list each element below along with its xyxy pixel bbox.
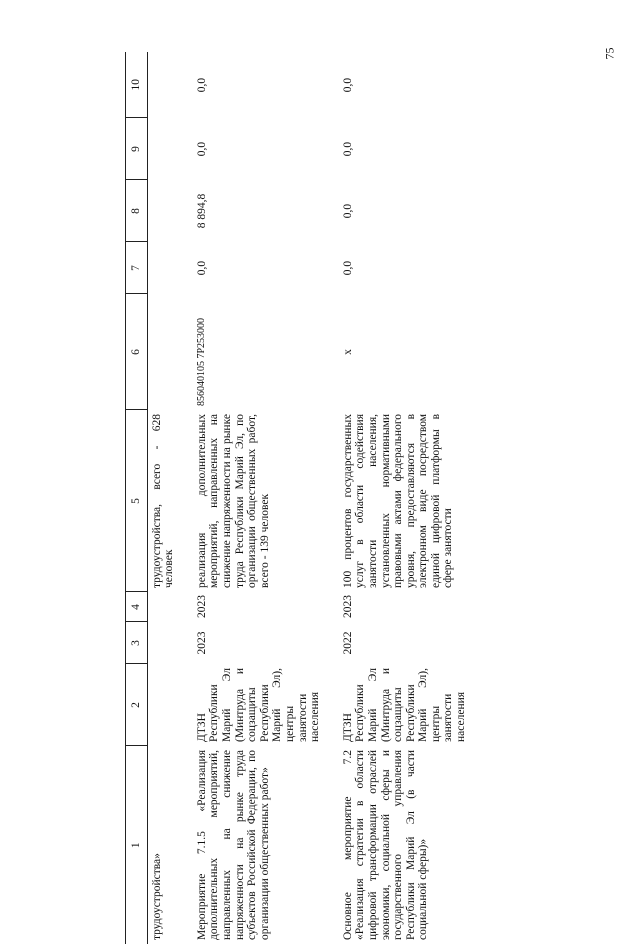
cell-value-7: 0,0 [195, 260, 208, 276]
cell-code [147, 294, 179, 410]
cell-value-7: 0,0 [341, 260, 354, 276]
cell-value-10 [147, 52, 179, 118]
cell-end-year: 2023 [195, 595, 208, 618]
cell-executor: ДТЗН Республики Марий Эл (Минтруда и соцзащиты Республики Марий Эл), центры занятости населения [195, 668, 322, 742]
cell-end-year: 2023 [341, 595, 354, 618]
header-row [126, 52, 148, 944]
table-row [147, 52, 179, 944]
activities-table [125, 52, 471, 944]
header-col-2: 2 [126, 664, 148, 746]
header-col-8: 8 [126, 180, 148, 242]
cell-executor [147, 664, 179, 746]
cell-code: x [341, 349, 354, 355]
cell-value-9: 0,0 [341, 141, 354, 157]
cell-code: 856040105 7P253000 [195, 317, 207, 406]
header-col-3: 3 [126, 622, 148, 664]
header-col-4: 4 [126, 592, 148, 622]
row-spacer [325, 52, 339, 944]
header-col-9: 9 [126, 118, 148, 180]
cell-result: трудоустройства, всего - 628 человек [150, 414, 176, 588]
cell-value-9: 0,0 [195, 141, 208, 157]
header-col-6: 6 [126, 294, 148, 410]
cell-start-year [147, 622, 179, 664]
header-col-7: 7 [126, 242, 148, 294]
cell-value-7 [147, 242, 179, 294]
cell-value-10: 0,0 [195, 77, 208, 93]
header-col-5: 5 [126, 410, 148, 592]
row-spacer [179, 52, 193, 944]
cell-executor: ДТЗН Республики Марий Эл (Минтруда и соцзащиты Республики Марий Эл), центры занятости населения [341, 668, 468, 742]
cell-name: трудоустройства» [150, 853, 163, 940]
cell-name: Мероприятие 7.1.5 «Реализация дополнительных мероприятий, направленных на снижение напряженности на рынке труда субъектов Российской Федерации, по организации общественных работ» [195, 750, 271, 940]
cell-value-10: 0,0 [341, 77, 354, 93]
cell-end-year [147, 592, 179, 622]
cell-value-8 [147, 180, 179, 242]
cell-value-9 [147, 118, 179, 180]
cell-start-year: 2022 [341, 631, 354, 655]
cell-start-year: 2023 [195, 631, 208, 655]
cell-result: реализация дополнительных мероприятий, направленных на снижение напряженности на рынке труда Республики Марий Эл, по организации общественных работ, всего - 139 человек [195, 414, 271, 588]
cell-name: Основное мероприятие 7.2 «Реализация стратегии в области цифровой трансформации отраслей экономики, социальной сферы и государственного управления Республики Марий Эл (в части социальной сферы)» [341, 750, 430, 940]
table-row [339, 52, 471, 944]
header-col-1: 1 [126, 746, 148, 944]
page-number: 75 [602, 47, 617, 60]
cell-value-8: 0,0 [341, 203, 354, 219]
rotated-table-frame [125, 52, 497, 944]
table-row [193, 52, 325, 944]
cell-result: 100 процентов государственных услуг в области содействия занятости населения, установленных нормативными правовыми актами федерального уровня, предоставляются в электронном виде посредством единой цифровой платформы в сфере занятости [341, 414, 455, 588]
cell-value-8: 8 894,8 [195, 193, 208, 229]
header-col-10: 10 [126, 52, 148, 118]
